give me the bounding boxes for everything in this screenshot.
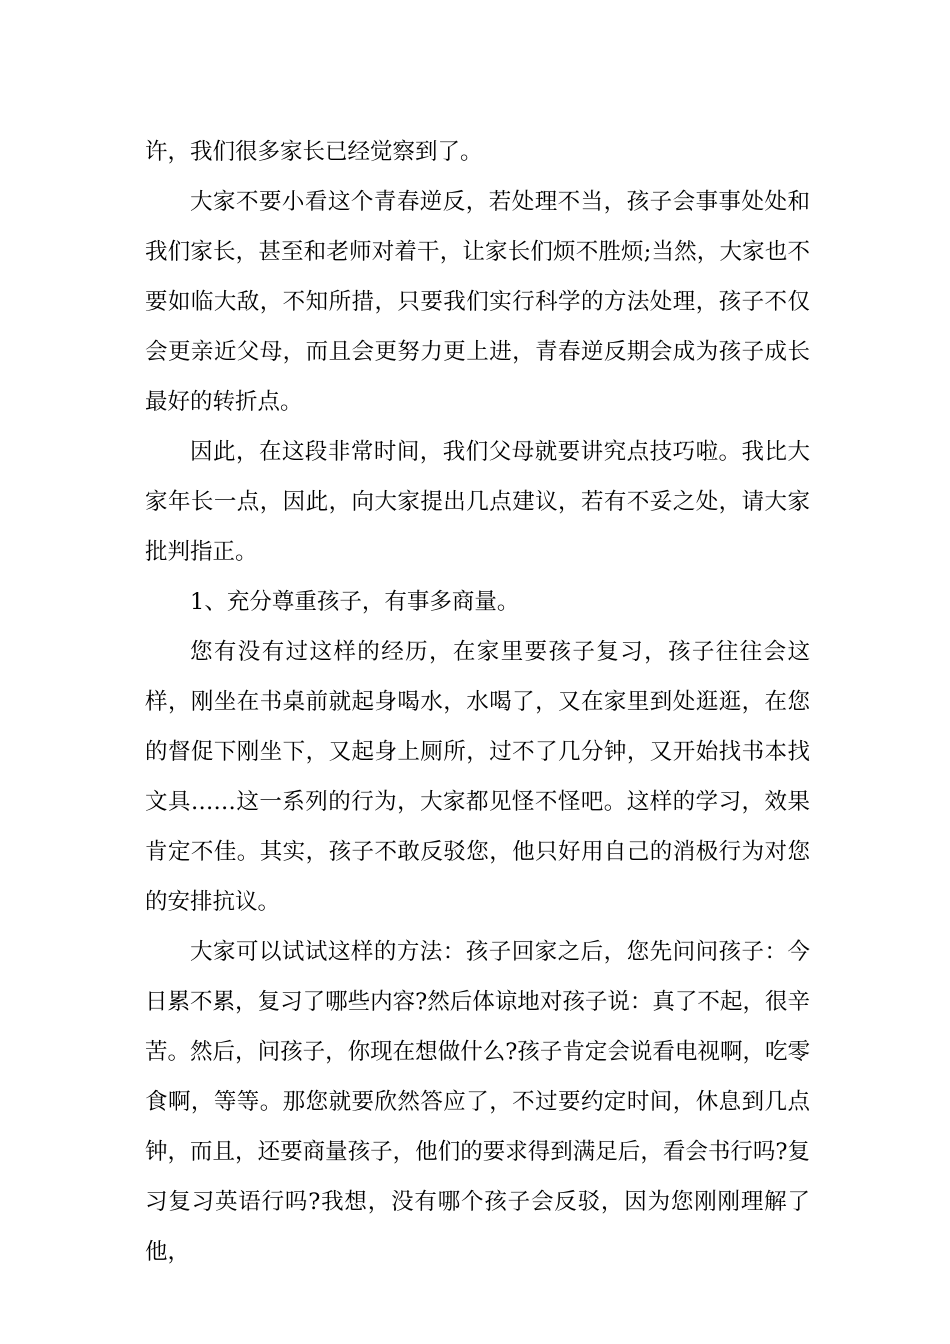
document-body — [145, 127, 810, 1277]
paragraph-4: 您有没有过这样的经历，在家里要孩子复习，孩子往往会这样，刚坐在书桌前就起身喝水，水喝了，又在家里到处逛逛，在您的督促下刚坐下，又起身上厕所，过不了几分钟，又开始找书本找文具……这一系列的行为，大家都见怪不怪吧。这样的学习，效果肯定不佳。其实，孩子不敢反驳您，他只好用自己的消极行为对您的安排抗议。 — [145, 639, 810, 915]
paragraph-5: 大家可以试试这样的方法：孩子回家之后，您先问问孩子：今日累不累，复习了哪些内容?然后体谅地对孩子说：真了不起，很辛苦。然后，问孩子，你现在想做什么?孩子肯定会说看电视啊，吃零食啊，等等。那您就要欣然答应了，不过要约定时间，休息到几点钟，而且，还要商量孩子，他们的要求得到满足后，看会书行吗?复习复习英语行吗?我想，没有哪个孩子会反驳，因为您刚刚理解了他， — [145, 939, 810, 1265]
section-heading: 1、充分尊重孩子，有事多商量。 — [190, 589, 520, 615]
paragraph-3: 因此，在这段非常时间，我们父母就要讲究点技巧啦。我比大家年长一点，因此，向大家提出几点建议，若有不妥之处，请大家批判指正。 — [145, 439, 810, 565]
paragraph-2: 大家不要小看这个青春逆反，若处理不当，孩子会事事处处和我们家长，甚至和老师对着干，让家长们烦不胜烦;当然，大家也不要如临大敌，不知所措，只要我们实行科学的方法处理，孩子不仅会更亲近父母，而且会更努力更上进，青春逆反期会成为孩子成长最好的转折点。 — [145, 189, 810, 415]
paragraph-1: 许，我们很多家长已经觉察到了。 — [145, 139, 483, 165]
